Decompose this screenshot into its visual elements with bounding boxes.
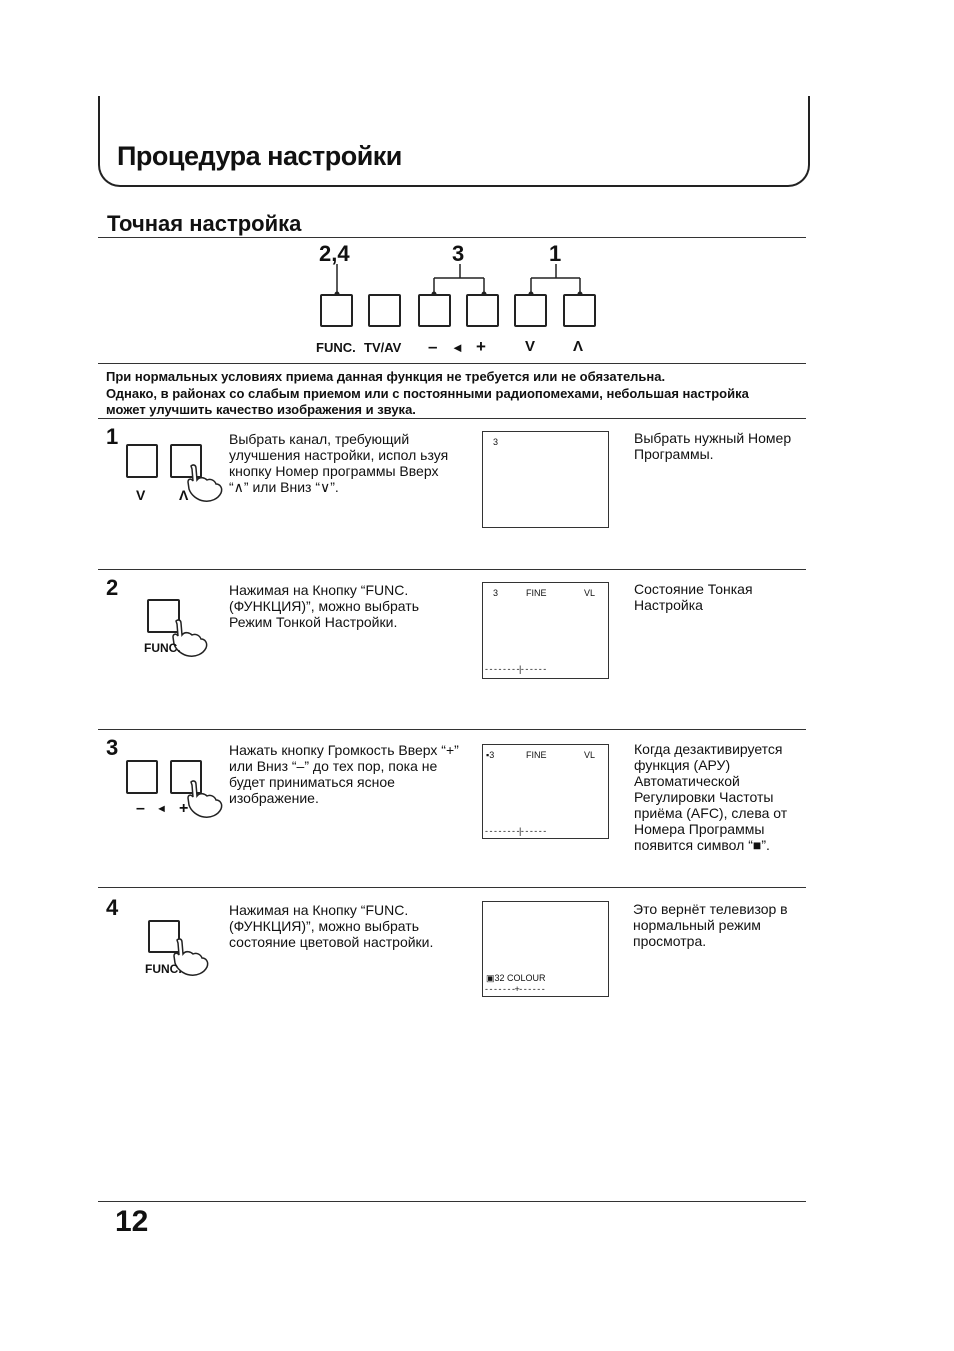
note-line-3: может улучшить качество изображения и звука. [106, 402, 416, 417]
volume-up-key [466, 294, 499, 327]
control-panel-diagram [0, 0, 954, 370]
step-number: 4 [106, 895, 119, 920]
step-1 [0, 420, 954, 570]
tv-screen [482, 901, 609, 997]
label-volume-arrow: ◄ [451, 340, 464, 355]
osd-colour: ▣32 COLOUR [486, 973, 546, 983]
footer-rule [98, 1201, 806, 1202]
callout-2-4: 2,4 [319, 241, 350, 266]
page-number: 12 [115, 1205, 149, 1238]
intro-note [106, 369, 816, 419]
note-line-2: Однако, в районах со слабым приемом или с постоянными радиопомехами, небольшая настройка [106, 385, 749, 401]
step-rule [98, 729, 806, 730]
tv-screen [482, 431, 609, 528]
program-down-key [126, 444, 158, 478]
osd-program: 3 [493, 437, 499, 447]
step-rule [98, 887, 806, 888]
step-result: Это вернёт телевизор в нормальный режим просмотра. [633, 901, 788, 949]
label-plus: + [476, 337, 486, 356]
tv-screen [482, 744, 609, 839]
step-result: Выбрать нужный Номер Программы. [634, 430, 792, 462]
label-func: FUNC. [316, 340, 356, 355]
osd-program: ▪3 [486, 750, 495, 760]
step-rule [98, 569, 806, 570]
tuning-bar: - - - - - - -+- - - - - - [485, 984, 545, 994]
label-down: V [136, 487, 146, 503]
step-2 [0, 571, 954, 726]
note-line-1: При нормальных условиях приема данная функция не требуется или не обязательна. [106, 369, 666, 384]
hand-pointer-icon [183, 778, 225, 820]
label-plus: + [179, 800, 189, 817]
label-down: V [525, 338, 536, 355]
note-rule [98, 418, 806, 419]
func-key [320, 294, 353, 327]
osd-program: 3 [493, 588, 499, 598]
section-title: Точная настройка [107, 211, 302, 236]
label-func: FUNC. [144, 641, 181, 655]
osd-fine: FINE [526, 588, 547, 598]
label-up: Λ [179, 487, 189, 503]
program-down-key [514, 294, 547, 327]
step-result: Когда дезактивируется функция (АРУ) Автоматической Регулировки Частоты приёма (AFC), слева от Номера Программы появится символ “■”. [634, 741, 788, 853]
volume-down-key [418, 294, 451, 327]
step-instruction: Нажать кнопку Громкость Вверх “+” или Вниз “–” до тех пор, пока не будет приниматься ясное изображение. [229, 742, 459, 806]
tuning-bar: - - - - - - - -|- - - - - - [485, 826, 546, 836]
label-volume-arrow: ◄ [156, 803, 167, 815]
diagram-rule [98, 363, 806, 364]
step-instruction: Нажимая на Кнопку “FUNC. (ФУНКЦИЯ)”, можно выбрать состояние цветовой настройки. [229, 902, 434, 950]
step-number: 2 [106, 575, 119, 600]
label-func: FUNC. [145, 962, 182, 976]
label-minus: – [428, 337, 438, 356]
step-result: Состояние Тонкая Настройка [634, 581, 753, 613]
step-instruction: Нажимая на Кнопку “FUNC. (ФУНКЦИЯ)”, можно выбрать Режим Тонкой Настройки. [229, 582, 419, 630]
tv-av-key [368, 294, 401, 327]
label-up: Λ [573, 338, 584, 355]
step-3 [0, 731, 954, 886]
step-number: 3 [106, 735, 119, 760]
tuning-bar: - - - - - - - -|- - - - - - [485, 664, 546, 674]
volume-down-key [126, 760, 158, 794]
label-tv-av: TV/AV [364, 340, 402, 355]
label-minus: – [136, 800, 145, 817]
callout-1: 1 [549, 241, 562, 266]
step-4 [0, 889, 954, 1009]
hand-pointer-icon [183, 462, 225, 504]
osd-fine: FINE [526, 750, 547, 760]
page-title: Процедура настройки [117, 141, 402, 171]
osd-vl: VL [584, 750, 596, 760]
program-up-key [563, 294, 596, 327]
osd-vl: VL [584, 588, 596, 598]
step-instruction: Выбрать канал, требующий улучшения настройки, испол ьзуя кнопку Номер программы Вверх “∧” или Вниз “∨”. [229, 431, 449, 495]
tv-screen [482, 582, 609, 679]
step-number: 1 [106, 424, 119, 449]
callout-3: 3 [452, 241, 465, 266]
